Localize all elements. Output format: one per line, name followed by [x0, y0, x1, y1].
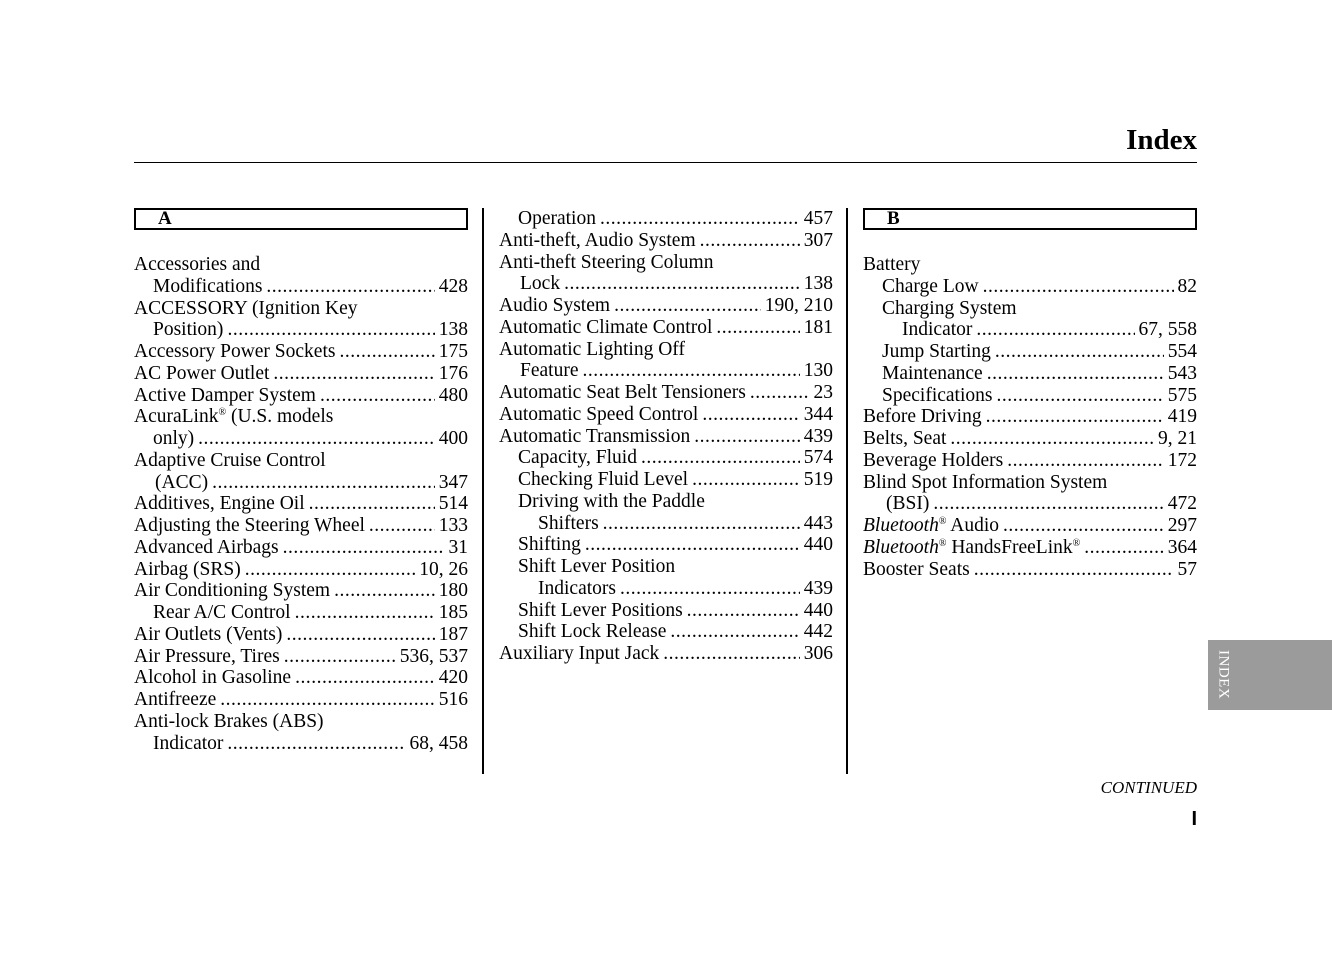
- index-entry: Automatic Speed Control ..... 344: [499, 404, 833, 426]
- page-title: Index: [1126, 124, 1197, 156]
- page-number: I: [1191, 808, 1197, 830]
- index-entry: Active Damper System ..... 480: [134, 385, 468, 407]
- index-entry: Audio System ..... 190, 210: [499, 295, 833, 317]
- index-entry: Automatic Transmission ..... 439: [499, 426, 833, 448]
- index-entry: Bluetooth® Audio ..... 297: [863, 515, 1197, 537]
- index-entry: Charging System: [882, 297, 1017, 319]
- index-entry: Alcohol in Gasoline ..... 420: [134, 667, 468, 689]
- index-entry: Accessories and: [134, 254, 261, 275]
- column-divider: [846, 208, 848, 774]
- index-entry: Additives, Engine Oil ..... 514: [134, 493, 468, 515]
- index-entry: Adjusting the Steering Wheel ..... 133: [134, 515, 468, 537]
- section-letter-b: B: [863, 208, 1197, 230]
- index-side-tab-label: INDEX: [1215, 650, 1232, 700]
- index-entry: Air Conditioning System ..... 180: [134, 580, 468, 602]
- index-entry: Maintenance ..... 543: [863, 363, 1197, 385]
- index-entry: (BSI) ..... 472: [863, 493, 1197, 515]
- continued-label: CONTINUED: [1100, 778, 1197, 797]
- index-entry: ACCESSORY (Ignition Key: [134, 297, 358, 319]
- index-entry: Anti-theft, Audio System ..... 307: [499, 230, 833, 252]
- index-entry: AC Power Outlet ..... 176: [134, 363, 468, 385]
- index-entry: Indicators ..... 439: [499, 578, 833, 600]
- index-entry: Indicator ..... 68, 458: [134, 733, 468, 755]
- index-entry: Indicator ..... 67, 558: [863, 319, 1197, 341]
- index-entry: Blind Spot Information System: [863, 471, 1108, 493]
- index-entry: Capacity, Fluid ..... 574: [499, 447, 833, 469]
- index-entry: Before Driving ..... 419: [863, 406, 1197, 428]
- index-entry: Position) ..... 138: [134, 319, 468, 341]
- index-entry: Automatic Seat Belt Tensioners ..... 23: [499, 382, 833, 404]
- index-column-b: [863, 208, 1197, 580]
- index-entry: Advanced Airbags ..... 31: [134, 537, 468, 559]
- index-entry: Driving with the Paddle: [518, 490, 705, 512]
- column-divider: [482, 208, 484, 774]
- index-entry: Operation ..... 457: [499, 208, 833, 230]
- index-entry: Auxiliary Input Jack ..... 306: [499, 643, 833, 665]
- index-entry: Lock ..... 138: [499, 273, 833, 295]
- index-entry: Feature ..... 130: [499, 360, 833, 382]
- index-side-tab-label-wrap: [1208, 640, 1238, 710]
- index-entry: Air Outlets (Vents) ..... 187: [134, 624, 468, 646]
- index-entry: Checking Fluid Level ..... 519: [499, 469, 833, 491]
- index-entry: Automatic Lighting Off: [499, 338, 685, 360]
- index-column-a-continued: [499, 208, 833, 665]
- index-entry: Anti-lock Brakes (ABS): [134, 710, 324, 732]
- index-entry: Booster Seats ..... 57: [863, 559, 1197, 581]
- index-entry: Specifications ..... 575: [863, 385, 1197, 407]
- index-entry: Shifting ..... 440: [499, 534, 833, 556]
- index-entry: Shifters ..... 443: [499, 513, 833, 535]
- index-entry: Shift Lever Position: [518, 556, 676, 577]
- index-entry: Beverage Holders ..... 172: [863, 450, 1197, 472]
- index-entry: Jump Starting ..... 554: [863, 341, 1197, 363]
- index-entry: Modifications ..... 428: [134, 276, 468, 298]
- index-entry: Accessory Power Sockets ..... 175: [134, 341, 468, 363]
- title-rule: [134, 162, 1197, 163]
- index-entry: Belts, Seat ..... 9, 21: [863, 428, 1197, 450]
- index-entry: Shift Lever Positions ..... 440: [499, 600, 833, 622]
- index-entry: Automatic Climate Control ..... 181: [499, 317, 833, 339]
- index-entry: Adaptive Cruise Control: [134, 449, 326, 471]
- index-entry: Anti-theft Steering Column: [499, 251, 714, 273]
- index-entry: Battery: [863, 254, 921, 275]
- index-entry: Bluetooth® HandsFreeLink® ..... 364: [863, 537, 1197, 559]
- index-entry: only) ..... 400: [134, 428, 468, 450]
- index-entry: Antifreeze ..... 516: [134, 689, 468, 711]
- section-letter-a: A: [134, 208, 468, 230]
- index-entry: Rear A/C Control ..... 185: [134, 602, 468, 624]
- index-entry: (ACC) ..... 347: [134, 472, 468, 494]
- index-entry: Airbag (SRS) ..... 10, 26: [134, 559, 468, 581]
- index-column-a: [134, 208, 468, 754]
- index-entry: Air Pressure, Tires ..... 536, 537: [134, 646, 468, 668]
- index-entry: Charge Low ..... 82: [863, 276, 1197, 298]
- index-entry: AcuraLink® (U.S. models: [134, 406, 334, 428]
- index-entry: Shift Lock Release ..... 442: [499, 621, 833, 643]
